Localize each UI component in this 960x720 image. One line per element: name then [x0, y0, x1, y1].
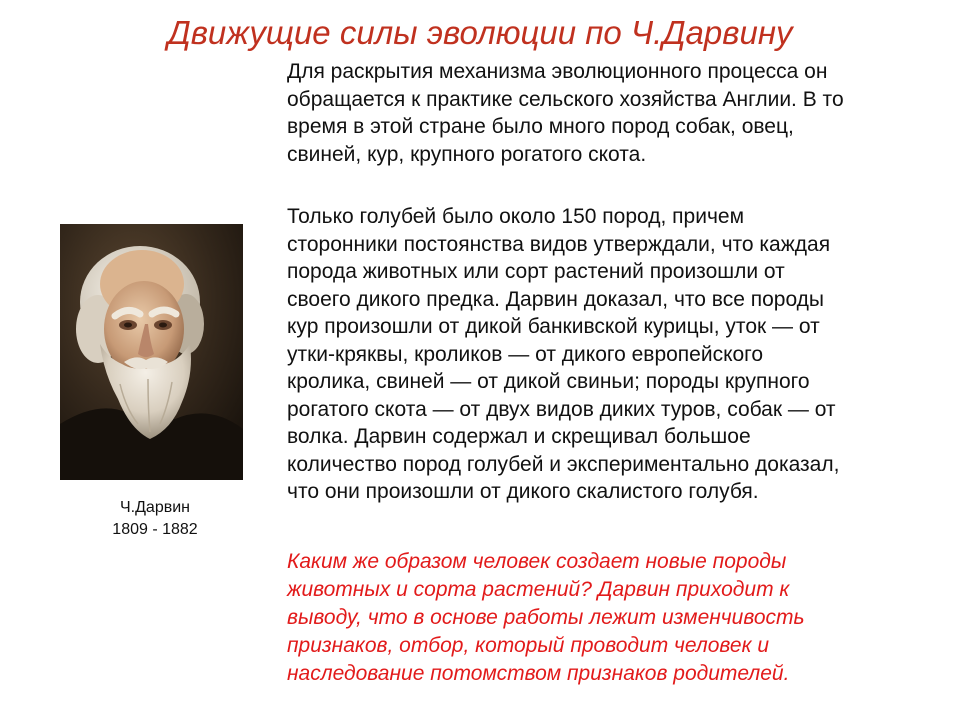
text-line: время в этой стране было много пород собак, овец,: [287, 115, 794, 138]
paragraph-agriculture: [287, 58, 927, 168]
darwin-portrait-icon: [60, 224, 243, 480]
text-line: кролика, свиней — от дикой свиньи; породы крупного: [287, 370, 810, 393]
text-line: сторонники постоянства видов утверждали, что каждая: [287, 232, 831, 256]
text-line: волка. Дарвин содержал и скрещивал большое: [287, 425, 751, 448]
text-line: Каким же образом человек создает новые породы: [287, 550, 787, 573]
text-line: Только голубей было около 150 пород, причем: [287, 205, 745, 228]
text-line: обращается к практике сельского хозяйства Англии. В то: [287, 87, 844, 111]
text-line: утки-кряквы, кроликов — от дикого европейского: [287, 342, 764, 366]
text-line: кур произошли от дикой банкивской курицы, уток — от: [287, 315, 820, 338]
text-line: рогатого скота — от двух видов диких туров, собак — от: [287, 397, 836, 421]
text-line: своего дикого предка. Дарвин доказал, что все породы: [287, 287, 825, 311]
portrait-image: [60, 224, 243, 480]
text-line: порода животных или сорт растений произошли от: [287, 260, 785, 283]
text-line: количество пород голубей и экспериментально доказал,: [287, 452, 840, 476]
text-line: что они произошли от дикого скалистого голубя.: [287, 480, 759, 503]
text-line: выводу, что в основе работы лежит изменчивость: [287, 606, 805, 629]
text-line: свиней, кур, крупного рогатого скота.: [287, 142, 647, 166]
portrait-caption: [55, 497, 255, 541]
text-line: Для раскрытия механизма эволюционного процесса он: [287, 60, 828, 83]
caption-years: 1809 - 1882: [112, 521, 198, 538]
slide-title: Движущие силы эволюции по Ч.Дарвину: [167, 14, 793, 51]
text-line: признаков, отбор, который проводит человек и: [287, 634, 770, 657]
text-line: животных и сорта растений? Дарвин приходит к: [287, 578, 790, 601]
paragraph-breeds: [287, 203, 927, 506]
paragraph-conclusion: [287, 548, 927, 688]
text-line: наследование потомством признаков родителей.: [287, 662, 790, 685]
caption-name: Ч.Дарвин: [119, 499, 190, 516]
